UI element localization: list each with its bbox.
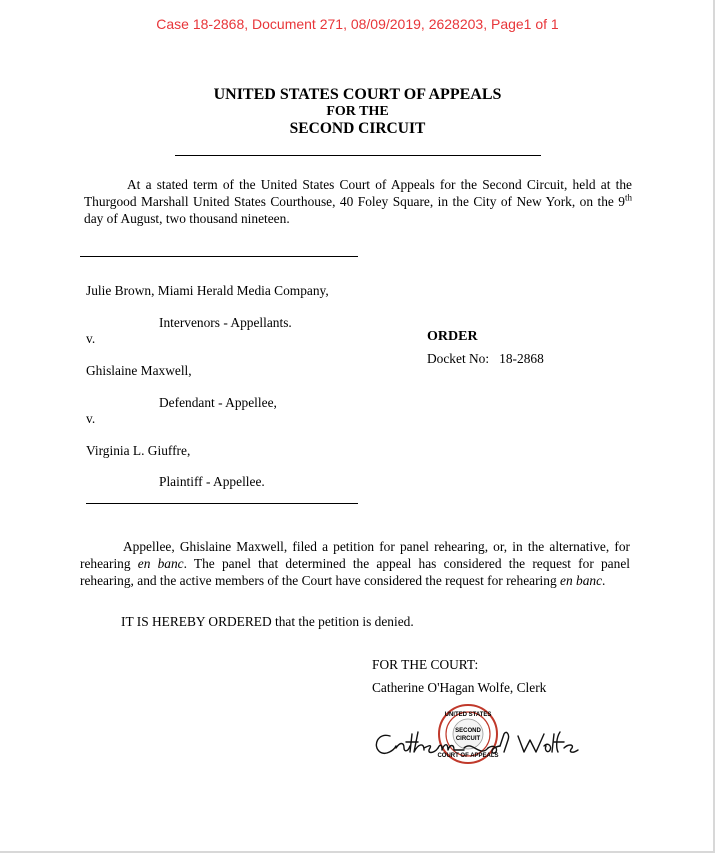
- intro-paragraph: [84, 176, 632, 227]
- party-plaintiff-role: Plaintiff - Appellee.: [159, 474, 265, 489]
- petition-paragraph: [80, 538, 630, 589]
- seal-top-text: UNITED STATES: [444, 712, 492, 718]
- court-circuit: SECOND CIRCUIT: [289, 120, 426, 137]
- for-the-court-label: FOR THE COURT:: [372, 657, 479, 672]
- court-title: UNITED STATES COURT OF APPEALS: [213, 86, 502, 103]
- en-banc-term: en banc: [560, 573, 603, 588]
- docket-number: Docket No: 18-2868: [427, 351, 544, 366]
- party-defendant-role: Defendant - Appellee,: [159, 395, 277, 410]
- caption-top-rule: [80, 256, 358, 257]
- petition-text-end: .: [602, 573, 606, 588]
- court-title-for: FOR THE: [326, 104, 389, 119]
- versus-label: v.: [86, 331, 96, 346]
- petition-text: Appellee, Ghislaine Maxwell, filed a petition for panel rehearing, or, in the alternative, for rehearing: [80, 539, 630, 571]
- title-divider: [175, 155, 541, 156]
- case-header-stamp: Case 18-2868, Document 271, 08/09/2019, 2628203, Page1 of 1: [156, 16, 559, 32]
- party-plaintiff: Virginia L. Giuffre,: [86, 443, 191, 458]
- party-appellants-role: Intervenors - Appellants.: [159, 315, 292, 330]
- seal-middle-text: CIRCUIT: [455, 736, 481, 742]
- intro-superscript: th: [624, 192, 632, 203]
- order-heading: ORDER: [427, 329, 478, 344]
- en-banc-term: en banc: [137, 556, 184, 571]
- petition-text: . The panel that determined the appeal has considered the request for panel rehearing, and the active members of the Court have considered the request for rehearing: [80, 556, 630, 588]
- versus-label: v.: [86, 411, 96, 426]
- clerk-name: Catherine O'Hagan Wolfe, Clerk: [372, 680, 547, 695]
- caption-bottom-rule: [86, 503, 358, 504]
- party-defendant: Ghislaine Maxwell,: [86, 363, 192, 378]
- intro-text: At a stated term of the United States Court of Appeals for the Second Circuit, held at the Thurgood Marshall United States Courthouse, 40 Foley Square, in the City of New York, on the 9: [84, 177, 632, 209]
- clerk-signature-and-seal: [368, 704, 588, 774]
- signature-area: [368, 704, 588, 774]
- court-seal: [437, 705, 498, 763]
- order-statement: IT IS HEREBY ORDERED that the petition is denied.: [121, 614, 414, 629]
- party-appellants: Julie Brown, Miami Herald Media Company,: [86, 283, 329, 298]
- seal-middle-text: SECOND: [455, 728, 481, 734]
- seal-bottom-text: COURT OF APPEALS: [437, 753, 499, 759]
- intro-text-end: day of August, two thousand nineteen.: [84, 211, 290, 226]
